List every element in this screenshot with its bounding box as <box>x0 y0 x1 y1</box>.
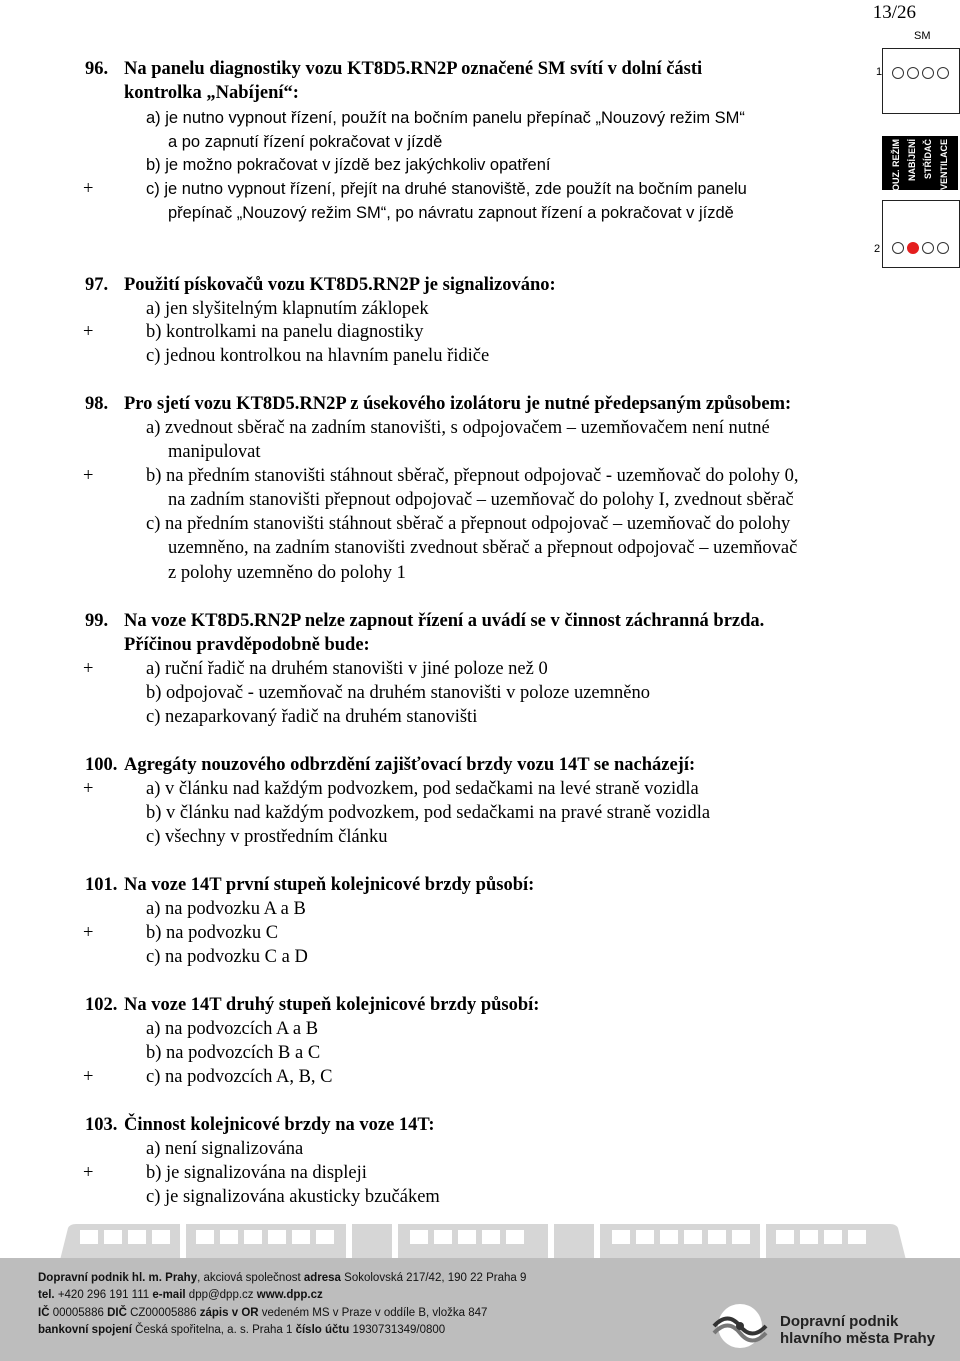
question-text: Na panelu diagnostiky vozu KT8D5.RN2P označené SM svítí v dolní části <box>124 59 703 79</box>
correct-mark: + <box>83 179 94 199</box>
correct-mark: + <box>83 466 94 486</box>
answer-b: b) na podvozku C <box>146 923 279 943</box>
footer-line-4: bankovní spojení Česká spořitelna, a. s. Praha 1 číslo účtu 1930731349/0800 <box>38 1324 446 1336</box>
dpp-logo-icon <box>708 1303 772 1349</box>
answer-c: c) na předním stanovišti stáhnout sběrač a přepnout odpojovač – uzemňovač do polohy <box>146 514 791 534</box>
answer-c: c) je signalizována akusticky bzučákem <box>146 1187 440 1207</box>
answer-a: a) je nutno vypnout řízení, použít na bočním panelu přepínač „Nouzový režim SM“ <box>146 109 745 127</box>
lamp <box>907 67 919 79</box>
answer-b: b) na předním stanovišti stáhnout sběrač, přepnout odpojovač - uzemňovač do polohy 0, <box>146 466 799 486</box>
answer-c: c) všechny v prostředním článku <box>146 827 388 847</box>
tram-silhouette-icon <box>60 1222 930 1262</box>
answer-c-cont: z polohy uzemněno do polohy 1 <box>168 563 406 583</box>
correct-mark: + <box>83 779 94 799</box>
answer-b: b) kontrolkami na panelu diagnostiky <box>146 322 424 342</box>
answer-c-cont: přepínač „Nouzový režim SM“, po návratu zapnout řízení a pokračovat v jízdě <box>168 204 734 222</box>
lamp <box>922 67 934 79</box>
question-number: 102. <box>85 995 118 1015</box>
correct-mark: + <box>83 322 94 342</box>
question-text: Agregáty nouzového odbrzdění zajišťovací brzdy vozu 14T se nacházejí: <box>124 755 696 775</box>
answer-a-cont: a po zapnutí řízení pokračovat v jízdě <box>168 133 443 151</box>
answer-a: a) ruční řadič na druhém stanovišti v jiné poloze než 0 <box>146 659 548 679</box>
panel-row2-label: 2 <box>874 243 881 255</box>
question-text: Pro sjetí vozu KT8D5.RN2P z úsekového izolátoru je nutné předepsaným způsobem: <box>124 394 792 414</box>
footer-line-1: Dopravní podnik hl. m. Prahy, akciová společnost adresa Sokolovská 217/42, 190 22 Praha 9 <box>38 1272 527 1284</box>
dpp-logo-text <box>780 1313 935 1347</box>
correct-mark: + <box>83 1163 94 1183</box>
question-number: 98. <box>85 394 109 414</box>
answer-c: c) na podvozku C a D <box>146 947 308 967</box>
answer-b: b) je signalizována na displeji <box>146 1163 367 1183</box>
answer-b: b) odpojovač - uzemňovač na druhém stanovišti v poloze uzemněno <box>146 683 650 703</box>
correct-mark: + <box>83 659 94 679</box>
answer-a: a) v článku nad každým podvozkem, pod sedačkami na levé straně vozidla <box>146 779 699 799</box>
panel-label: VENTILACE <box>939 139 949 191</box>
panel-title: SM <box>914 30 931 42</box>
lamp-lit <box>907 242 919 254</box>
question-text: Příčinou pravděpodobně bude: <box>124 635 370 655</box>
correct-mark: + <box>83 1067 94 1087</box>
answer-b: b) je možno pokračovat v jízdě bez jakýchkoliv opatření <box>146 156 551 174</box>
answer-b: b) v článku nad každým podvozkem, pod sedačkami na pravé straně vozidla <box>146 803 711 823</box>
panel-label: STŘÍDAČ <box>923 139 933 179</box>
question-text: Na voze 14T druhý stupeň kolejnicové brzdy působí: <box>124 995 540 1015</box>
footer-line-2: tel. +420 296 191 111 e-mail dpp@dpp.cz www.dpp.cz <box>38 1289 323 1301</box>
answer-c: c) na podvozcích A, B, C <box>146 1067 333 1087</box>
panel-row1-label: 1 <box>876 66 883 78</box>
lamp <box>892 67 904 79</box>
correct-mark: + <box>83 923 94 943</box>
answer-a: a) na podvozcích A a B <box>146 1019 319 1039</box>
lamp <box>922 242 934 254</box>
question-number: 101. <box>85 875 118 895</box>
question-text: Na voze 14T první stupeň kolejnicové brzdy působí: <box>124 875 535 895</box>
panel-top-box <box>882 48 960 114</box>
lamp <box>937 242 949 254</box>
answer-b-cont: na zadním stanovišti přepnout odpojovač – uzemňovač do polohy I, zvednout sběrač <box>168 490 794 510</box>
answer-a-cont: manipulovat <box>168 442 261 462</box>
footer-line-3: IČ 00005886 DIČ CZ00005886 zápis v OR vedeném MS v Praze v oddíle B, vložka 847 <box>38 1307 488 1319</box>
question-number: 97. <box>85 275 109 295</box>
answer-c: c) je nutno vypnout řízení, přejít na druhé stanoviště, zde použít na bočním panelu <box>146 180 747 198</box>
lamp <box>892 242 904 254</box>
answer-a: a) jen slyšitelným klapnutím záklopek <box>146 299 429 319</box>
question-text: Činnost kolejnicové brzdy na voze 14T: <box>124 1115 435 1135</box>
question-number: 103. <box>85 1115 118 1135</box>
panel-label: NABÍJENÍ <box>907 139 917 182</box>
lamp <box>937 67 949 79</box>
logo-line-2: hlavního města Prahy <box>780 1330 936 1347</box>
answer-a: a) není signalizována <box>146 1139 304 1159</box>
page-number: 13/26 <box>872 2 916 23</box>
question-number: 100. <box>85 755 118 775</box>
answer-a: a) na podvozku A a B <box>146 899 306 919</box>
question-number: 96. <box>85 59 109 79</box>
answer-c: c) nezaparkovaný řadič na druhém stanovišti <box>146 707 478 727</box>
question-text: Použití pískovačů vozu KT8D5.RN2P je signalizováno: <box>124 275 556 295</box>
answer-b: b) na podvozcích B a C <box>146 1043 321 1063</box>
answer-a: a) zvednout sběrač na zadním stanovišti, s odpojovačem – uzemňovačem není nutné <box>146 418 770 438</box>
panel-bottom-box <box>882 200 960 268</box>
answer-c: c) jednou kontrolkou na hlavním panelu řidiče <box>146 346 490 366</box>
panel-label: NOUZ. REŽIM <box>891 139 901 198</box>
logo-line-1: Dopravní podnik <box>780 1313 899 1330</box>
question-number: 99. <box>85 611 109 631</box>
answer-c-cont: uzemněno, na zadním stanovišti zvednout sběrač a přepnout odpojovač – uzemňovač <box>168 538 798 558</box>
question-text: Na voze KT8D5.RN2P nelze zapnout řízení a uvádí se v činnost záchranná brzda. <box>124 611 765 631</box>
question-text: kontrolka „Nabíjení“: <box>124 83 299 103</box>
